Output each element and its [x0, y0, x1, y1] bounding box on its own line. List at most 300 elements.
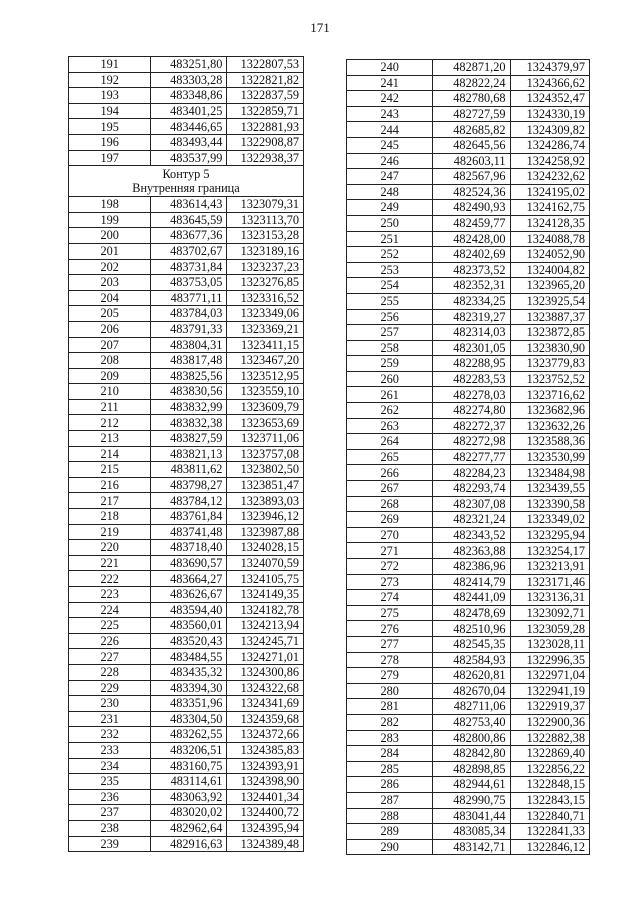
x-coordinate-cell: 483825,56: [151, 368, 227, 384]
y-coordinate-cell: 1323237,23: [227, 259, 304, 275]
table-row: [69, 134, 304, 150]
table-row: [69, 228, 304, 244]
table-row: [347, 75, 590, 91]
coordinates-table-left: [68, 56, 304, 852]
x-coordinate-cell: 482645,56: [433, 137, 510, 153]
table-row: [347, 668, 590, 684]
y-coordinate-cell: 1324395,94: [227, 820, 304, 836]
y-coordinate-cell: 1323512,95: [227, 368, 304, 384]
y-coordinate-cell: 1323893,03: [227, 493, 304, 509]
x-coordinate-cell: 482871,20: [433, 60, 510, 76]
x-coordinate-cell: 482685,82: [433, 122, 510, 138]
point-number-cell: 194: [69, 103, 151, 119]
point-number-cell: 277: [347, 636, 433, 652]
point-number-cell: 224: [69, 602, 151, 618]
y-coordinate-cell: 1322900,36: [510, 714, 589, 730]
x-coordinate-cell: 482272,98: [433, 434, 510, 450]
point-number-cell: 274: [347, 590, 433, 606]
y-coordinate-cell: 1323609,79: [227, 399, 304, 415]
point-number-cell: 245: [347, 137, 433, 153]
y-coordinate-cell: 1324366,62: [510, 75, 589, 91]
x-coordinate-cell: 482321,24: [433, 512, 510, 528]
y-coordinate-cell: 1322856,22: [510, 761, 589, 777]
y-coordinate-cell: 1323349,06: [227, 306, 304, 322]
point-number-cell: 212: [69, 415, 151, 431]
x-coordinate-cell: 483085,34: [433, 824, 510, 840]
x-coordinate-cell: 483626,67: [151, 587, 227, 603]
table-row: [69, 290, 304, 306]
y-coordinate-cell: 1324359,68: [227, 711, 304, 727]
x-coordinate-cell: 483798,27: [151, 477, 227, 493]
point-number-cell: 195: [69, 119, 151, 135]
point-number-cell: 227: [69, 649, 151, 665]
x-coordinate-cell: 482780,68: [433, 91, 510, 107]
y-coordinate-cell: 1324401,34: [227, 789, 304, 805]
y-coordinate-cell: 1324341,69: [227, 696, 304, 712]
table-row: [347, 247, 590, 263]
x-coordinate-cell: 482620,81: [433, 668, 510, 684]
x-coordinate-cell: 483690,57: [151, 555, 227, 571]
x-coordinate-cell: 483830,56: [151, 384, 227, 400]
y-coordinate-cell: 1323530,99: [510, 449, 589, 465]
point-number-cell: 261: [347, 387, 433, 403]
x-coordinate-cell: 483677,36: [151, 228, 227, 244]
section-title: Контур 5: [162, 167, 210, 182]
table-row: [69, 540, 304, 556]
y-coordinate-cell: 1322821,82: [227, 72, 304, 88]
point-number-cell: 252: [347, 247, 433, 263]
y-coordinate-cell: 1323830,90: [510, 340, 589, 356]
y-coordinate-cell: 1323349,02: [510, 512, 589, 528]
x-coordinate-cell: 483160,75: [151, 758, 227, 774]
y-coordinate-cell: 1322941,19: [510, 683, 589, 699]
point-number-cell: 233: [69, 742, 151, 758]
point-number-cell: 282: [347, 714, 433, 730]
table-row: [69, 555, 304, 571]
point-number-cell: 264: [347, 434, 433, 450]
point-number-cell: 223: [69, 587, 151, 603]
table-row: [69, 431, 304, 447]
y-coordinate-cell: 1323987,88: [227, 524, 304, 540]
table-row: [347, 184, 590, 200]
y-coordinate-cell: 1324379,97: [510, 60, 589, 76]
y-coordinate-cell: 1323632,26: [510, 418, 589, 434]
y-coordinate-cell: 1323295,94: [510, 527, 589, 543]
y-coordinate-cell: 1323213,91: [510, 559, 589, 575]
table-row: [69, 212, 304, 228]
y-coordinate-cell: 1324162,75: [510, 200, 589, 216]
point-number-cell: 204: [69, 290, 151, 306]
table-row: [69, 384, 304, 400]
table-row: [69, 836, 304, 852]
table-row: [69, 587, 304, 603]
table-row: [69, 805, 304, 821]
point-number-cell: 273: [347, 574, 433, 590]
x-coordinate-cell: 483493,44: [151, 134, 227, 150]
point-number-cell: 270: [347, 527, 433, 543]
y-coordinate-cell: 1322837,59: [227, 88, 304, 104]
x-coordinate-cell: 483718,40: [151, 540, 227, 556]
table-row: [347, 434, 590, 450]
table-row: [69, 696, 304, 712]
point-number-cell: 221: [69, 555, 151, 571]
table-row: [69, 446, 304, 462]
table-row: [69, 774, 304, 790]
table-row: [347, 683, 590, 699]
point-number-cell: 235: [69, 774, 151, 790]
x-coordinate-cell: 482319,27: [433, 309, 510, 325]
point-number-cell: 251: [347, 231, 433, 247]
point-number-cell: 276: [347, 621, 433, 637]
x-coordinate-cell: 482510,96: [433, 621, 510, 637]
x-coordinate-cell: 482334,25: [433, 293, 510, 309]
x-coordinate-cell: 482753,40: [433, 714, 510, 730]
y-coordinate-cell: 1324182,78: [227, 602, 304, 618]
table-row: [347, 356, 590, 372]
x-coordinate-cell: 483817,48: [151, 353, 227, 369]
x-coordinate-cell: 483063,92: [151, 789, 227, 805]
point-number-cell: 246: [347, 153, 433, 169]
x-coordinate-cell: 482352,31: [433, 278, 510, 294]
point-number-cell: 239: [69, 836, 151, 852]
y-coordinate-cell: 1323059,28: [510, 621, 589, 637]
x-coordinate-cell: 483645,59: [151, 212, 227, 228]
point-number-cell: 260: [347, 371, 433, 387]
table-row: [347, 746, 590, 762]
x-coordinate-cell: 482490,93: [433, 200, 510, 216]
right-table-rows: [347, 60, 590, 855]
x-coordinate-cell: 482545,35: [433, 636, 510, 652]
point-number-cell: 237: [69, 805, 151, 821]
y-coordinate-cell: 1323872,85: [510, 325, 589, 341]
table-row: [69, 602, 304, 618]
table-row: [69, 72, 304, 88]
y-coordinate-cell: 1324286,74: [510, 137, 589, 153]
point-number-cell: 226: [69, 633, 151, 649]
table-row: [347, 636, 590, 652]
table-row: [347, 340, 590, 356]
x-coordinate-cell: 483142,71: [433, 839, 510, 855]
x-coordinate-cell: 483832,38: [151, 415, 227, 431]
table-row: [69, 820, 304, 836]
x-coordinate-cell: 482278,03: [433, 387, 510, 403]
point-number-cell: 218: [69, 509, 151, 525]
x-coordinate-cell: 482441,09: [433, 590, 510, 606]
x-coordinate-cell: 482301,05: [433, 340, 510, 356]
x-coordinate-cell: 482373,52: [433, 262, 510, 278]
x-coordinate-cell: 483821,13: [151, 446, 227, 462]
table-row: [347, 278, 590, 294]
point-number-cell: 217: [69, 493, 151, 509]
point-number-cell: 281: [347, 699, 433, 715]
y-coordinate-cell: 1324330,19: [510, 106, 589, 122]
point-number-cell: 279: [347, 668, 433, 684]
x-coordinate-cell: 483560,01: [151, 618, 227, 634]
y-coordinate-cell: 1322971,04: [510, 668, 589, 684]
point-number-cell: 286: [347, 777, 433, 793]
table-row: [347, 387, 590, 403]
table-row: [347, 808, 590, 824]
y-coordinate-cell: 1324105,75: [227, 571, 304, 587]
x-coordinate-cell: 483537,99: [151, 150, 227, 166]
x-coordinate-cell: 482343,52: [433, 527, 510, 543]
y-coordinate-cell: 1324052,90: [510, 247, 589, 263]
y-coordinate-cell: 1323851,47: [227, 477, 304, 493]
y-coordinate-cell: 1324088,78: [510, 231, 589, 247]
y-coordinate-cell: 1323439,55: [510, 481, 589, 497]
x-coordinate-cell: 483832,99: [151, 399, 227, 415]
point-number-cell: 268: [347, 496, 433, 512]
x-coordinate-cell: 482274,80: [433, 403, 510, 419]
y-coordinate-cell: 1324300,86: [227, 664, 304, 680]
x-coordinate-cell: 483520,43: [151, 633, 227, 649]
x-coordinate-cell: 482962,64: [151, 820, 227, 836]
y-coordinate-cell: 1323113,70: [227, 212, 304, 228]
point-number-cell: 196: [69, 134, 151, 150]
point-number-cell: 222: [69, 571, 151, 587]
point-number-cell: 256: [347, 309, 433, 325]
table-row: [347, 559, 590, 575]
x-coordinate-cell: 483446,65: [151, 119, 227, 135]
x-coordinate-cell: 482428,00: [433, 231, 510, 247]
point-number-cell: 225: [69, 618, 151, 634]
point-number-cell: 234: [69, 758, 151, 774]
y-coordinate-cell: 1324393,91: [227, 758, 304, 774]
point-number-cell: 229: [69, 680, 151, 696]
y-coordinate-cell: 1324398,90: [227, 774, 304, 790]
x-coordinate-cell: 482414,79: [433, 574, 510, 590]
y-coordinate-cell: 1323946,12: [227, 509, 304, 525]
table-row: [347, 621, 590, 637]
y-coordinate-cell: 1323887,37: [510, 309, 589, 325]
x-coordinate-cell: 482711,06: [433, 699, 510, 715]
y-coordinate-cell: 1323467,20: [227, 353, 304, 369]
point-number-cell: 284: [347, 746, 433, 762]
table-row: [69, 259, 304, 275]
y-coordinate-cell: 1323136,31: [510, 590, 589, 606]
y-coordinate-cell: 1324389,48: [227, 836, 304, 852]
x-coordinate-cell: 483303,28: [151, 72, 227, 88]
point-number-cell: 216: [69, 477, 151, 493]
point-number-cell: 203: [69, 275, 151, 291]
y-coordinate-cell: 1323588,36: [510, 434, 589, 450]
table-row: [69, 711, 304, 727]
table-row: [347, 512, 590, 528]
point-number-cell: 249: [347, 200, 433, 216]
point-number-cell: 207: [69, 337, 151, 353]
point-number-cell: 259: [347, 356, 433, 372]
y-coordinate-cell: 1322881,93: [227, 119, 304, 135]
table-row: [69, 353, 304, 369]
table-row: [347, 106, 590, 122]
x-coordinate-cell: 483811,62: [151, 462, 227, 478]
y-coordinate-cell: 1323153,28: [227, 228, 304, 244]
left-table-rows-after: [69, 197, 304, 852]
table-row: [347, 262, 590, 278]
y-coordinate-cell: 1323189,16: [227, 243, 304, 259]
x-coordinate-cell: 482307,08: [433, 496, 510, 512]
point-number-cell: 213: [69, 431, 151, 447]
x-coordinate-cell: 482990,75: [433, 792, 510, 808]
y-coordinate-cell: 1323779,83: [510, 356, 589, 372]
table-row: [347, 231, 590, 247]
table-row: [347, 605, 590, 621]
y-coordinate-cell: 1324149,35: [227, 587, 304, 603]
table-row: [69, 57, 304, 73]
point-number-cell: 236: [69, 789, 151, 805]
y-coordinate-cell: 1323411,15: [227, 337, 304, 353]
table-row: [69, 321, 304, 337]
point-number-cell: 243: [347, 106, 433, 122]
point-number-cell: 199: [69, 212, 151, 228]
x-coordinate-cell: 483784,12: [151, 493, 227, 509]
point-number-cell: 202: [69, 259, 151, 275]
x-coordinate-cell: 482800,86: [433, 730, 510, 746]
point-number-cell: 255: [347, 293, 433, 309]
y-coordinate-cell: 1324385,83: [227, 742, 304, 758]
y-coordinate-cell: 1322843,15: [510, 792, 589, 808]
point-number-cell: 215: [69, 462, 151, 478]
y-coordinate-cell: 1323171,46: [510, 574, 589, 590]
point-number-cell: 240: [347, 60, 433, 76]
y-coordinate-cell: 1324245,71: [227, 633, 304, 649]
x-coordinate-cell: 482284,23: [433, 465, 510, 481]
table-row: [347, 527, 590, 543]
y-coordinate-cell: 1322908,87: [227, 134, 304, 150]
y-coordinate-cell: 1324271,01: [227, 649, 304, 665]
y-coordinate-cell: 1324070,59: [227, 555, 304, 571]
y-coordinate-cell: 1323028,11: [510, 636, 589, 652]
point-number-cell: 285: [347, 761, 433, 777]
point-number-cell: 193: [69, 88, 151, 104]
x-coordinate-cell: 482402,69: [433, 247, 510, 263]
point-number-cell: 288: [347, 808, 433, 824]
point-number-cell: 200: [69, 228, 151, 244]
y-coordinate-cell: 1324352,47: [510, 91, 589, 107]
y-coordinate-cell: 1323716,62: [510, 387, 589, 403]
x-coordinate-cell: 482314,03: [433, 325, 510, 341]
point-number-cell: 283: [347, 730, 433, 746]
table-row: [347, 418, 590, 434]
point-number-cell: 219: [69, 524, 151, 540]
x-coordinate-cell: 482288,95: [433, 356, 510, 372]
table-row: [347, 824, 590, 840]
x-coordinate-cell: 482277,77: [433, 449, 510, 465]
point-number-cell: 258: [347, 340, 433, 356]
y-coordinate-cell: 1324004,82: [510, 262, 589, 278]
x-coordinate-cell: 482363,88: [433, 543, 510, 559]
x-coordinate-cell: 482386,96: [433, 559, 510, 575]
y-coordinate-cell: 1323965,20: [510, 278, 589, 294]
x-coordinate-cell: 482898,85: [433, 761, 510, 777]
coordinates-table-right: [346, 59, 590, 855]
table-row: [347, 777, 590, 793]
point-number-cell: 232: [69, 727, 151, 743]
x-coordinate-cell: 482727,59: [433, 106, 510, 122]
table-row: [69, 649, 304, 665]
table-row: [69, 633, 304, 649]
table-row: [69, 789, 304, 805]
table-row: [347, 91, 590, 107]
y-coordinate-cell: 1322840,71: [510, 808, 589, 824]
table-row: [347, 574, 590, 590]
table-row: [347, 792, 590, 808]
y-coordinate-cell: 1322841,33: [510, 824, 589, 840]
x-coordinate-cell: 482944,61: [433, 777, 510, 793]
x-coordinate-cell: 483614,43: [151, 197, 227, 213]
point-number-cell: 197: [69, 150, 151, 166]
x-coordinate-cell: 483394,30: [151, 680, 227, 696]
table-row: [69, 197, 304, 213]
point-number-cell: 214: [69, 446, 151, 462]
x-coordinate-cell: 483206,51: [151, 742, 227, 758]
table-row: [347, 137, 590, 153]
y-coordinate-cell: 1322859,71: [227, 103, 304, 119]
x-coordinate-cell: 483664,27: [151, 571, 227, 587]
x-coordinate-cell: 483304,50: [151, 711, 227, 727]
point-number-cell: 266: [347, 465, 433, 481]
table-row: [347, 403, 590, 419]
y-coordinate-cell: 1323369,21: [227, 321, 304, 337]
table-row: [69, 618, 304, 634]
y-coordinate-cell: 1323752,52: [510, 371, 589, 387]
table-row: [69, 680, 304, 696]
point-number-cell: 254: [347, 278, 433, 294]
point-number-cell: 206: [69, 321, 151, 337]
y-coordinate-cell: 1322807,53: [227, 57, 304, 73]
table-row: [69, 119, 304, 135]
point-number-cell: 262: [347, 403, 433, 419]
x-coordinate-cell: 483702,67: [151, 243, 227, 259]
table-row: [69, 493, 304, 509]
point-number-cell: 220: [69, 540, 151, 556]
y-coordinate-cell: 1324028,15: [227, 540, 304, 556]
page-number: 171: [310, 20, 330, 35]
table-row: [69, 477, 304, 493]
table-row: [69, 243, 304, 259]
x-coordinate-cell: 483020,02: [151, 805, 227, 821]
point-number-cell: 289: [347, 824, 433, 840]
point-number-cell: 242: [347, 91, 433, 107]
point-number-cell: 257: [347, 325, 433, 341]
y-coordinate-cell: 1324400,72: [227, 805, 304, 821]
table-row: [347, 481, 590, 497]
y-coordinate-cell: 1324128,35: [510, 215, 589, 231]
x-coordinate-cell: 483741,48: [151, 524, 227, 540]
point-number-cell: 241: [347, 75, 433, 91]
table-row: [69, 664, 304, 680]
y-coordinate-cell: 1323316,52: [227, 290, 304, 306]
x-coordinate-cell: 482272,37: [433, 418, 510, 434]
table-row: [347, 730, 590, 746]
y-coordinate-cell: 1323079,31: [227, 197, 304, 213]
table-row: [347, 153, 590, 169]
point-number-cell: 290: [347, 839, 433, 855]
x-coordinate-cell: 483435,32: [151, 664, 227, 680]
point-number-cell: 267: [347, 481, 433, 497]
x-coordinate-cell: 483348,86: [151, 88, 227, 104]
x-coordinate-cell: 482842,80: [433, 746, 510, 762]
y-coordinate-cell: 1323559,10: [227, 384, 304, 400]
x-coordinate-cell: 483784,03: [151, 306, 227, 322]
table-row: [347, 325, 590, 341]
y-coordinate-cell: 1322919,37: [510, 699, 589, 715]
point-number-cell: 201: [69, 243, 151, 259]
point-number-cell: 191: [69, 57, 151, 73]
x-coordinate-cell: 482916,63: [151, 836, 227, 852]
table-row: [347, 652, 590, 668]
point-number-cell: 228: [69, 664, 151, 680]
